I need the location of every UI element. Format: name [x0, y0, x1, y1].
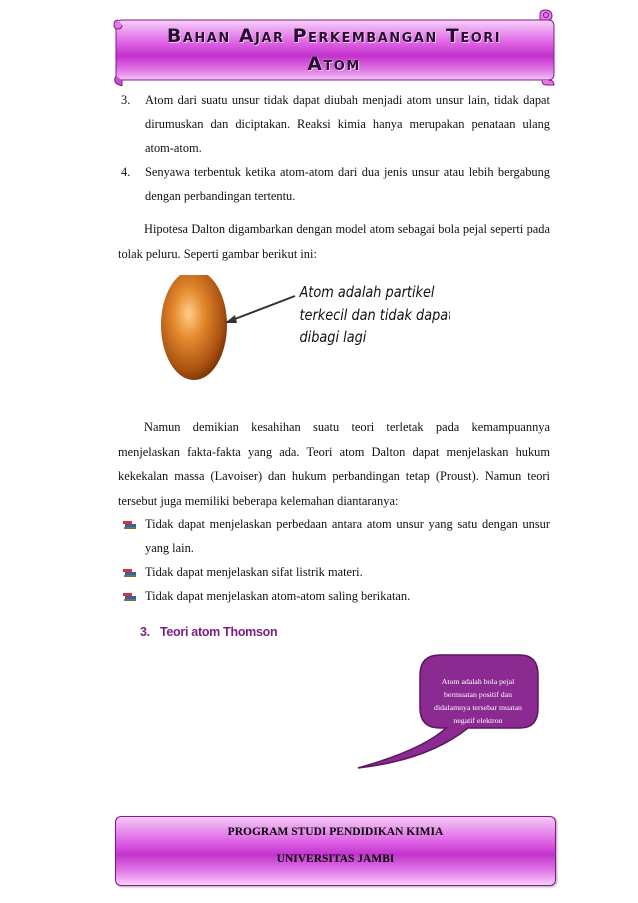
list-item-text: Tidak dapat menjelaskan perbedaan antara atom unsur yang satu dengan unsur yang lain. [145, 517, 550, 555]
speech-bubble-text: Atom adalah bola pejal bermuatan positif dan didalamnya tersebar muatan negatif elektron [434, 677, 522, 725]
banner-title-line2: Atom [307, 53, 361, 75]
banner-title-line1: Bahan Ajar Perkembangan Teori [166, 25, 502, 47]
main-content [118, 88, 550, 267]
footer-program: PROGRAM STUDI PENDIDIKAN KIMIA [227, 826, 444, 838]
dalton-sphere-illustration [155, 275, 450, 397]
section-title: Teori atom Thomson [160, 625, 278, 639]
figure-label-line1: Atom adalah partikel [299, 284, 435, 302]
atom-sphere [161, 275, 227, 380]
banner-title [132, 22, 536, 78]
figure-label-line2: terkecil dan tidak dapat [299, 307, 450, 325]
header-banner [112, 8, 558, 86]
postulate-text: Atom dari suatu unsur tidak dapat diubah menjadi atom unsur lain, tidak dapat dirumuskan dan diciptakan. Reaksi kimia hanya merupakan penataan ulang atom-atom. [145, 93, 550, 155]
list-item [118, 512, 550, 560]
list-item [118, 560, 550, 584]
paragraph-weakness-intro: Namun demikian kesahihan suatu teori terletak pada kemampuannya menjelaskan fakta-fakta yang ada. Teori atom Dalton dapat menjelaskan hukum kekekalan massa (Lavoiser) dan hukum perbandingan tetap (Proust). Namun teori tersebut juga memiliki beberapa kelemahan diantaranya: [118, 420, 550, 508]
postulate-text: Senyawa terbentuk ketika atom-atom dari dua jenis unsur atau lebih bergabung dengan perbandingan tertentu. [145, 165, 550, 203]
figure-label-line3: dibagi lagi [299, 329, 367, 347]
section-number: 3. [140, 625, 150, 639]
pointer-arrow-icon [227, 296, 295, 322]
list-item [118, 584, 550, 608]
list-item-text: Tidak dapat menjelaskan atom-atom saling berikatan. [145, 589, 411, 603]
postulate-item [118, 88, 550, 160]
dalton-atom-figure [155, 275, 450, 397]
list-item-text: Tidak dapat menjelaskan sifat listrik materi. [145, 565, 363, 579]
postulate-number: 4. [121, 165, 131, 179]
weakness-list [118, 512, 550, 608]
footer-university: UNIVERSITAS JAMBI [276, 853, 395, 865]
section-heading [140, 625, 277, 639]
postulate-item [118, 160, 550, 208]
book-bullet-icon [122, 590, 138, 602]
paragraph-dalton: Hipotesa Dalton digambarkan dengan model atom sebagai bola pejal seperti pada tolak peluru. Seperti gambar berikut ini: [118, 222, 550, 261]
footer-banner [115, 816, 556, 886]
content-block-2 [118, 415, 550, 513]
book-bullet-icon [122, 518, 138, 530]
postulate-number: 3. [121, 93, 131, 107]
book-bullet-icon [122, 566, 138, 578]
